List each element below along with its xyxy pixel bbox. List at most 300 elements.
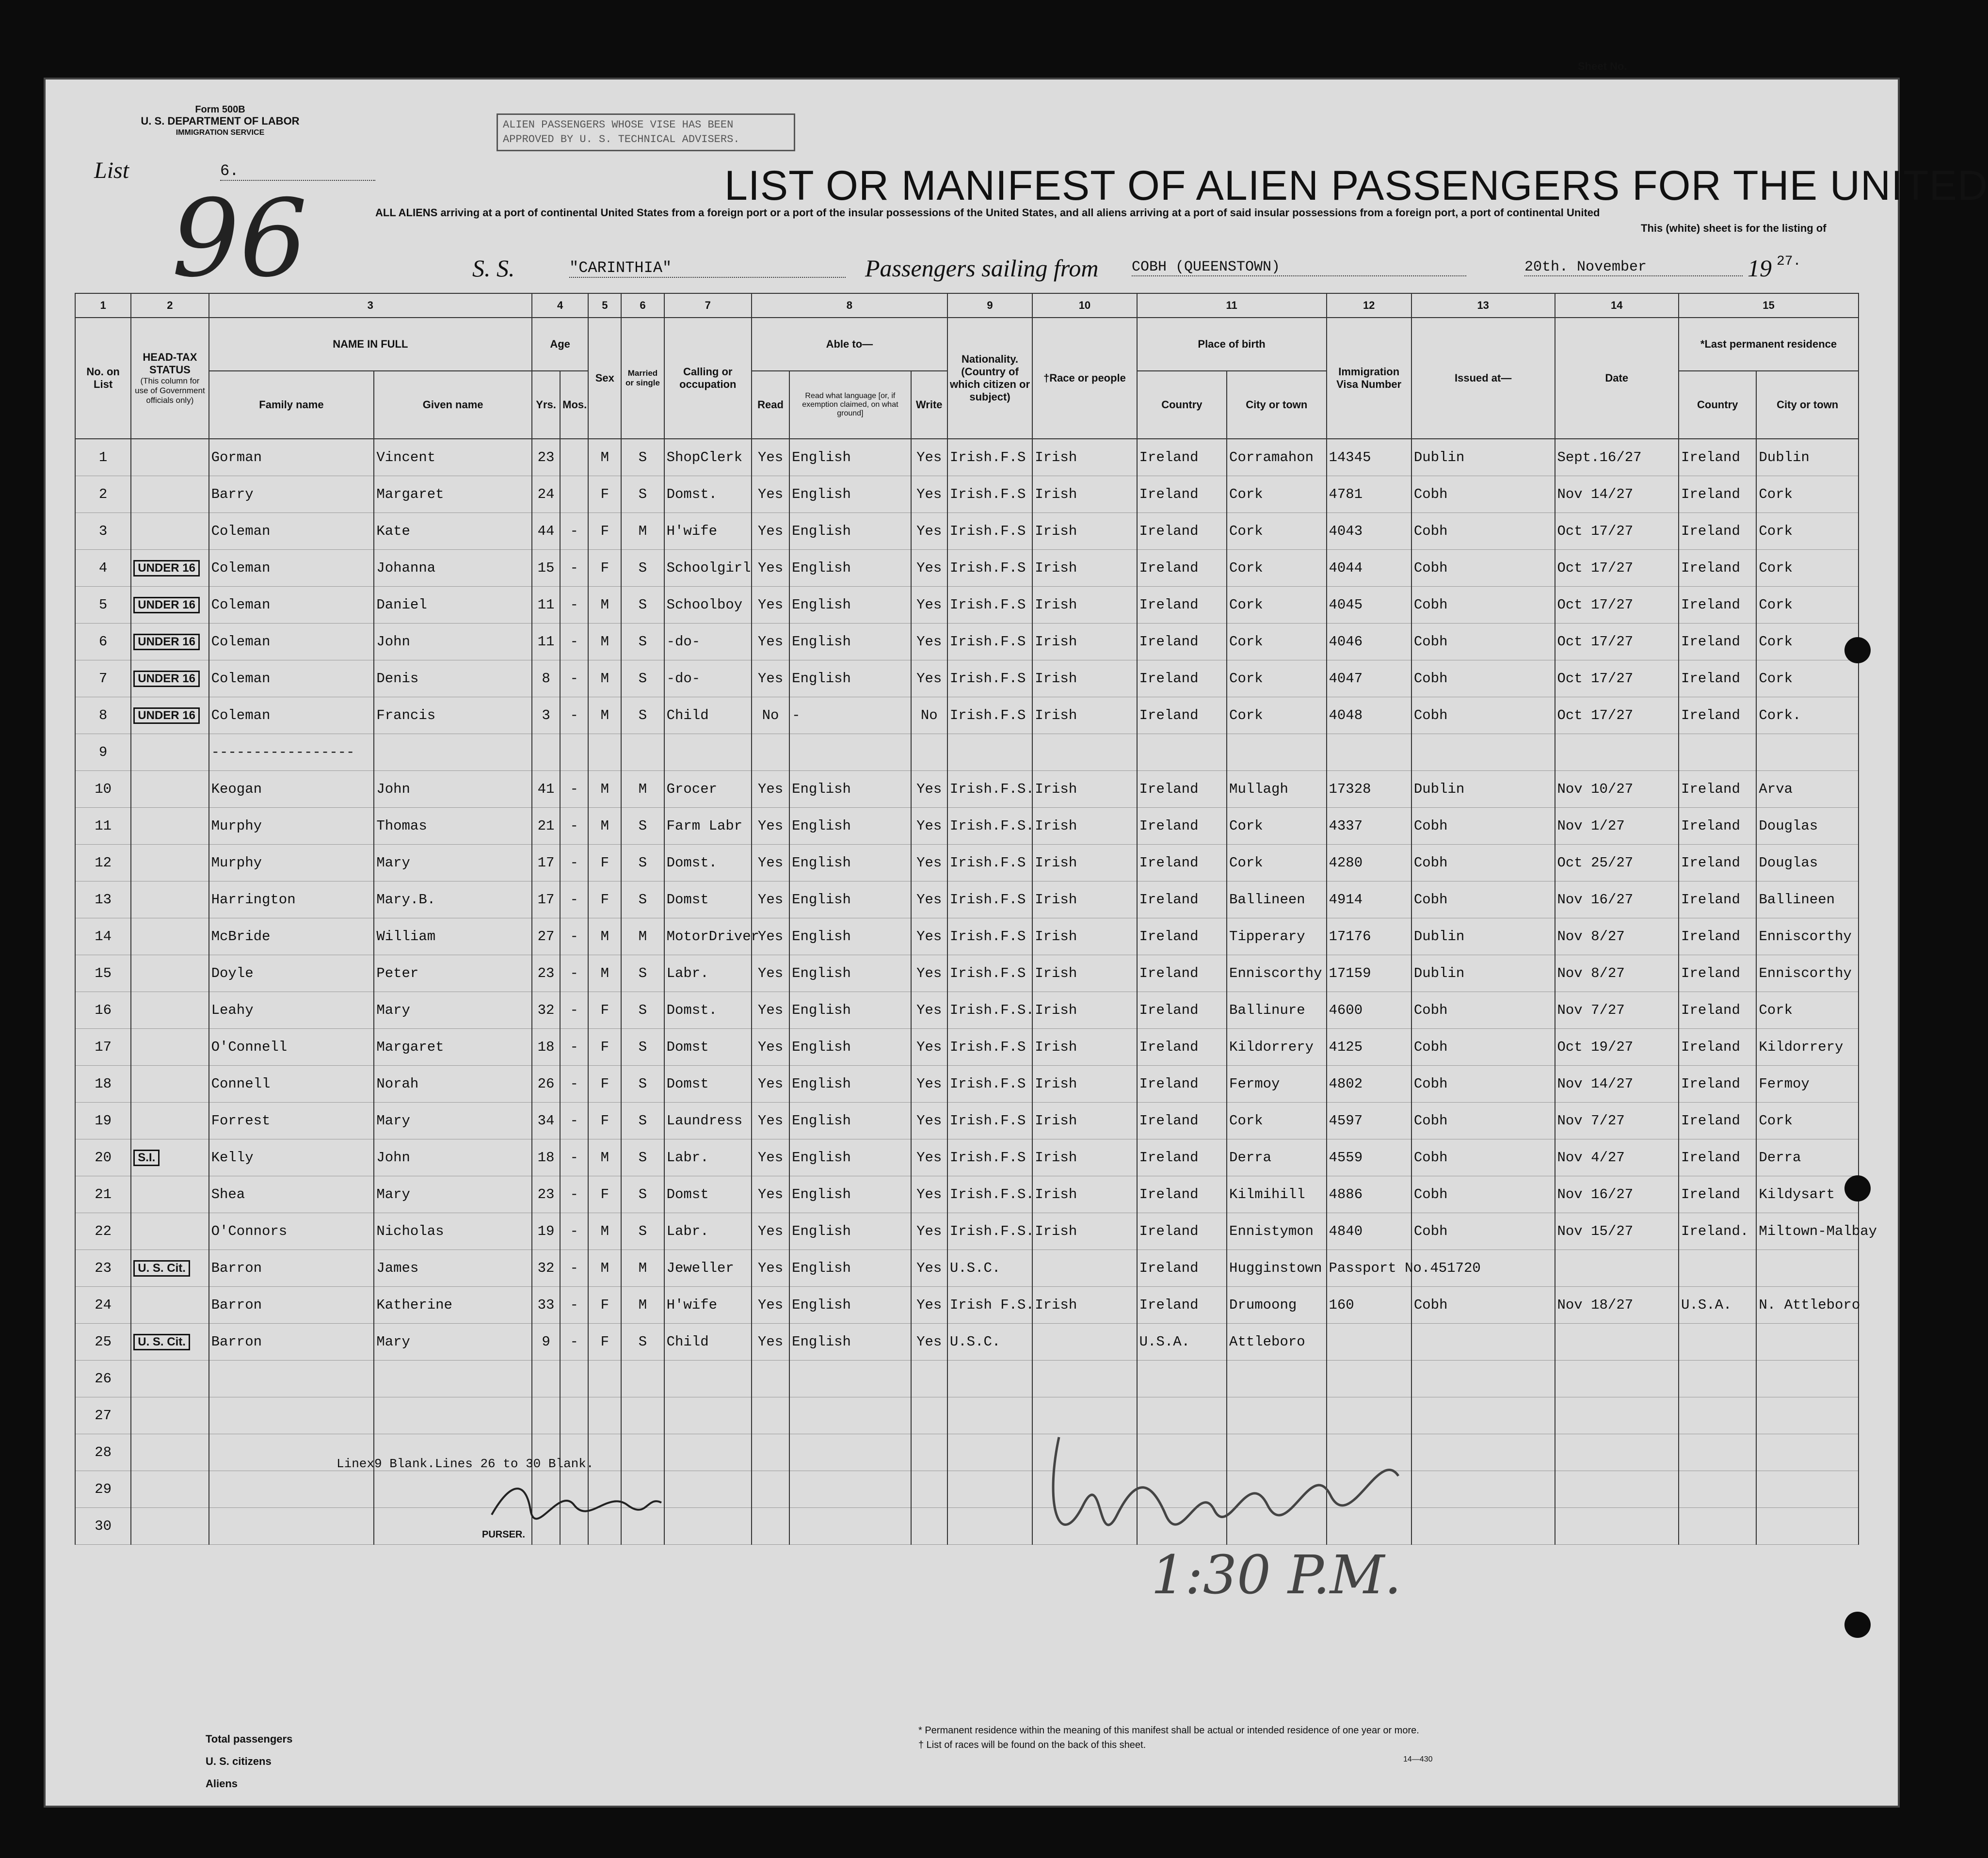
cell-lang: English	[789, 955, 911, 992]
status-stamp: UNDER 16	[133, 707, 200, 724]
cell-age	[532, 1397, 560, 1434]
cell-write: Yes	[911, 1139, 947, 1176]
cell-mos: -	[560, 881, 588, 918]
cell-mos: -	[560, 1250, 588, 1287]
cell-visa: 4047	[1327, 660, 1411, 697]
cell-mos: -	[560, 1029, 588, 1066]
cell-country: Ireland	[1137, 1250, 1227, 1287]
cell-nat	[947, 1397, 1032, 1434]
cell-race: Irish	[1032, 992, 1137, 1029]
cell-country: Ireland	[1137, 513, 1227, 550]
cell-country: Ireland	[1137, 587, 1227, 624]
cell-visa	[1327, 1324, 1411, 1361]
cell-country: Ireland	[1137, 1176, 1227, 1213]
cell-age: 18	[532, 1139, 560, 1176]
manifest-subtitle-2: This (white) sheet is for the listing of	[1641, 222, 1827, 234]
cell-no: 2	[75, 476, 131, 513]
cell-occ	[664, 1361, 752, 1397]
cell-no: 15	[75, 955, 131, 992]
cell-ms: M	[621, 771, 664, 808]
cell-issued: Cobh	[1411, 808, 1555, 845]
cell-rcountry: Ireland	[1679, 1176, 1756, 1213]
col-num-8: 8	[752, 293, 947, 318]
cell-nat: Irish.F.S.	[947, 1213, 1032, 1250]
table-row	[75, 1103, 1859, 1139]
cell-write: Yes	[911, 1066, 947, 1103]
cell-race	[1032, 1324, 1137, 1361]
cell-write: Yes	[911, 955, 947, 992]
cell-rcity: Dublin	[1756, 439, 1859, 476]
cell-lang: English	[789, 1287, 911, 1324]
list-value: 6.	[220, 162, 375, 181]
cell-rcity	[1756, 1250, 1859, 1287]
cell-nat: Irish.F.S	[947, 881, 1032, 918]
cell-rcity: Enniscorthy	[1756, 918, 1859, 955]
cell-city: Fermoy	[1227, 1066, 1326, 1103]
cell-lang: English	[789, 771, 911, 808]
cell-sex: F	[588, 1103, 621, 1139]
cell-rcity	[1756, 1361, 1859, 1397]
cell-rcountry	[1679, 1361, 1756, 1397]
cell-given: Denis	[374, 660, 532, 697]
cell-status	[131, 1103, 208, 1139]
table-row	[75, 992, 1859, 1029]
cell-no: 23	[75, 1250, 131, 1287]
cell-nat: Irish.F.S.	[947, 1176, 1032, 1213]
cell-ms: S	[621, 624, 664, 660]
table-row	[75, 1397, 1859, 1434]
cell-status	[131, 1397, 208, 1434]
cell-country	[1137, 1361, 1227, 1397]
cell-issued: Cobh	[1411, 624, 1555, 660]
status-stamp: UNDER 16	[133, 671, 200, 687]
cell-nat: Irish.F.S	[947, 955, 1032, 992]
cell-nat	[947, 1471, 1032, 1508]
cell-city: Cork	[1227, 845, 1326, 881]
cell-nat	[947, 734, 1032, 771]
cell-rcountry: Ireland	[1679, 1066, 1756, 1103]
cell-age: 44	[532, 513, 560, 550]
cell-mos: -	[560, 992, 588, 1029]
cell-family	[209, 1361, 374, 1397]
cell-occ: Labr.	[664, 1139, 752, 1176]
cell-issued: Cobh	[1411, 513, 1555, 550]
cell-occ: ShopClerk	[664, 439, 752, 476]
cell-ms	[621, 1361, 664, 1397]
cell-visa: 4600	[1327, 992, 1411, 1029]
cell-rcountry: Ireland	[1679, 624, 1756, 660]
cell-read: Yes	[752, 550, 789, 587]
cell-read	[752, 1471, 789, 1508]
cell-age: 24	[532, 476, 560, 513]
cell-sex: F	[588, 1287, 621, 1324]
cell-family: Shea	[209, 1176, 374, 1213]
cell-given: John	[374, 624, 532, 660]
header-calling: Calling or occupation	[664, 318, 752, 439]
cell-family: Coleman	[209, 660, 374, 697]
cell-given: Norah	[374, 1066, 532, 1103]
cell-family: McBride	[209, 918, 374, 955]
cell-ms: M	[621, 918, 664, 955]
cell-date: Nov 16/27	[1555, 881, 1679, 918]
cell-ms	[621, 1434, 664, 1471]
cell-age: 23	[532, 439, 560, 476]
cell-country: Ireland	[1137, 1213, 1227, 1250]
cell-nat: Irish.F.S	[947, 476, 1032, 513]
cell-nat: Irish.F.S	[947, 697, 1032, 734]
sheet-number-label: Sheet No.	[1578, 60, 1627, 72]
cell-ms: S	[621, 992, 664, 1029]
cell-given: James	[374, 1250, 532, 1287]
cell-city	[1227, 1361, 1326, 1397]
cell-nat: Irish.F.S	[947, 1029, 1032, 1066]
cell-visa: 4045	[1327, 587, 1411, 624]
cell-status	[131, 624, 208, 660]
cell-ms: S	[621, 955, 664, 992]
cell-given: Mary.B.	[374, 881, 532, 918]
cell-race: Irish	[1032, 845, 1137, 881]
cell-ms: S	[621, 1213, 664, 1250]
cell-rcity: Cork.	[1756, 697, 1859, 734]
cell-write: Yes	[911, 439, 947, 476]
cell-visa: 4044	[1327, 550, 1411, 587]
cell-city: Cork	[1227, 513, 1326, 550]
table-row	[75, 771, 1859, 808]
cell-rcity: Cork	[1756, 550, 1859, 587]
col-num-5: 5	[588, 293, 621, 318]
cell-sex: M	[588, 918, 621, 955]
col-num-10: 10	[1032, 293, 1137, 318]
service: IMMIGRATION SERVICE	[176, 128, 265, 137]
cell-country: Ireland	[1137, 660, 1227, 697]
cell-no: 1	[75, 439, 131, 476]
table-row	[75, 1471, 1859, 1508]
cell-mos: -	[560, 845, 588, 881]
cell-status	[131, 513, 208, 550]
cell-date: Oct 19/27	[1555, 1029, 1679, 1066]
cell-given: Mary	[374, 845, 532, 881]
header-read: Read	[752, 371, 789, 439]
cell-age: 32	[532, 1250, 560, 1287]
cell-lang: English	[789, 808, 911, 845]
cell-occ: Domst.	[664, 992, 752, 1029]
col-num-6: 6	[621, 293, 664, 318]
header-birth-city: City or town	[1227, 371, 1326, 439]
head-tax-note: (This column for use of Government officials only)	[135, 376, 205, 405]
cell-race	[1032, 1250, 1137, 1287]
cell-rcity: Cork	[1756, 476, 1859, 513]
cell-date: Oct 17/27	[1555, 587, 1679, 624]
form-header	[118, 104, 322, 139]
cell-lang: English	[789, 439, 911, 476]
cell-read: Yes	[752, 918, 789, 955]
ship-name: "CARINTHIA"	[569, 259, 846, 278]
cell-ms: S	[621, 881, 664, 918]
cell-issued: Cobh	[1411, 992, 1555, 1029]
cell-date	[1555, 1361, 1679, 1397]
cell-family: Coleman	[209, 624, 374, 660]
cell-given: Mary	[374, 1103, 532, 1139]
cell-read: Yes	[752, 1139, 789, 1176]
cell-city: Derra	[1227, 1139, 1326, 1176]
cell-lang: English	[789, 624, 911, 660]
cell-city: Cork	[1227, 1103, 1326, 1139]
cell-sex: F	[588, 881, 621, 918]
cell-mos: -	[560, 1066, 588, 1103]
header-mos: Mos.	[560, 371, 588, 439]
cell-read: No	[752, 697, 789, 734]
cell-occ: Laundress	[664, 1103, 752, 1139]
cell-age: 26	[532, 1066, 560, 1103]
cell-visa: 160	[1327, 1287, 1411, 1324]
cell-rcountry: Ireland	[1679, 918, 1756, 955]
table-row	[75, 734, 1859, 771]
cell-lang	[789, 1361, 911, 1397]
cell-race: Irish	[1032, 550, 1137, 587]
cell-age: 34	[532, 1103, 560, 1139]
table-row	[75, 1324, 1859, 1361]
cell-family	[209, 1508, 374, 1545]
cell-rcity: Enniscorthy	[1756, 955, 1859, 992]
cell-sex: F	[588, 1176, 621, 1213]
cell-date: Nov 8/27	[1555, 918, 1679, 955]
cell-country: Ireland	[1137, 624, 1227, 660]
header-yrs: Yrs.	[532, 371, 560, 439]
cell-write: No	[911, 697, 947, 734]
cell-rcountry: Ireland	[1679, 808, 1756, 845]
cell-sex	[588, 734, 621, 771]
status-stamp: S.I.	[133, 1150, 160, 1166]
cell-visa: 17159	[1327, 955, 1411, 992]
cell-family: Coleman	[209, 587, 374, 624]
cell-write: Yes	[911, 660, 947, 697]
cell-no: 14	[75, 918, 131, 955]
cell-family: Leahy	[209, 992, 374, 1029]
cell-race: Irish	[1032, 439, 1137, 476]
cell-date: Nov 18/27	[1555, 1287, 1679, 1324]
cell-given: Thomas	[374, 808, 532, 845]
cell-given: Mary	[374, 1176, 532, 1213]
cell-write	[911, 1471, 947, 1508]
manifest-table	[75, 293, 1877, 1545]
cell-ms: S	[621, 1029, 664, 1066]
cell-sex: M	[588, 697, 621, 734]
cell-age	[532, 734, 560, 771]
cell-lang	[789, 1508, 911, 1545]
manifest-rows	[75, 439, 1877, 1545]
cell-issued: Cobh	[1411, 587, 1555, 624]
cell-visa: 4914	[1327, 881, 1411, 918]
cell-occ: -do-	[664, 624, 752, 660]
table-row	[75, 1361, 1859, 1397]
list-label: List	[94, 158, 129, 183]
cell-visa: 17328	[1327, 771, 1411, 808]
cell-sex: F	[588, 476, 621, 513]
cell-status	[131, 1434, 208, 1471]
cell-ms: S	[621, 587, 664, 624]
cell-no: 29	[75, 1471, 131, 1508]
cell-write: Yes	[911, 1176, 947, 1213]
cell-rcountry	[1679, 1471, 1756, 1508]
cell-occ: Labr.	[664, 1213, 752, 1250]
cell-mos: -	[560, 771, 588, 808]
cell-mos: -	[560, 587, 588, 624]
cell-occ: Jeweller	[664, 1250, 752, 1287]
cell-visa: 17176	[1327, 918, 1411, 955]
ss-label: S. S.	[472, 255, 515, 282]
cell-nat	[947, 1434, 1032, 1471]
cell-rcity: Derra	[1756, 1139, 1859, 1176]
cell-no: 12	[75, 845, 131, 881]
cell-status	[131, 1213, 208, 1250]
binder-hole	[1844, 1175, 1871, 1201]
cell-lang: English	[789, 1250, 911, 1287]
cell-date	[1555, 734, 1679, 771]
cell-rcity: Cork	[1756, 660, 1859, 697]
table-row	[75, 881, 1859, 918]
header-nationality: Nationality. (Country of which citizen or subject)	[947, 318, 1032, 439]
cell-given: Francis	[374, 697, 532, 734]
cell-write: Yes	[911, 881, 947, 918]
cell-visa: 4048	[1327, 697, 1411, 734]
cell-race: Irish	[1032, 1176, 1137, 1213]
cell-rcity: Cork	[1756, 587, 1859, 624]
cell-no: 22	[75, 1213, 131, 1250]
cell-sex	[588, 1361, 621, 1397]
cell-no: 26	[75, 1361, 131, 1397]
header-birth-country: Country	[1137, 371, 1227, 439]
cell-issued: Cobh	[1411, 697, 1555, 734]
cell-rcity: Kildorrery	[1756, 1029, 1859, 1066]
list-handwritten: 96	[172, 176, 307, 301]
cell-rcountry: Ireland.	[1679, 1213, 1756, 1250]
cell-lang	[789, 1471, 911, 1508]
col-num-2: 2	[131, 293, 208, 318]
cell-visa: 4802	[1327, 1066, 1411, 1103]
cell-no: 13	[75, 881, 131, 918]
cell-ms: S	[621, 697, 664, 734]
cell-visa	[1327, 1361, 1411, 1397]
cell-ms: S	[621, 1176, 664, 1213]
cell-country: Ireland	[1137, 845, 1227, 881]
cell-rcountry: Ireland	[1679, 587, 1756, 624]
cell-age: 8	[532, 660, 560, 697]
cell-mos: -	[560, 1213, 588, 1250]
cell-read: Yes	[752, 1213, 789, 1250]
cell-rcountry: Ireland	[1679, 476, 1756, 513]
cell-rcountry: Ireland	[1679, 513, 1756, 550]
cell-rcity: Douglas	[1756, 808, 1859, 845]
cell-city: Ennistymon	[1227, 1213, 1326, 1250]
cell-read: Yes	[752, 513, 789, 550]
cell-rcountry: Ireland	[1679, 1029, 1756, 1066]
header-head-tax	[131, 318, 208, 439]
cell-rcity: Douglas	[1756, 845, 1859, 881]
col-num-3: 3	[209, 293, 532, 318]
cell-given: Katherine	[374, 1287, 532, 1324]
form-number: Form 500B	[195, 104, 245, 115]
cell-rcountry: Ireland	[1679, 881, 1756, 918]
cell-date	[1555, 1471, 1679, 1508]
cell-occ: MotorDriver	[664, 918, 752, 955]
cell-rcity	[1756, 1397, 1859, 1434]
cell-visa: 4280	[1327, 845, 1411, 881]
cell-write: Yes	[911, 513, 947, 550]
cell-mos: -	[560, 955, 588, 992]
cell-visa: 4597	[1327, 1103, 1411, 1139]
col-num-15: 15	[1679, 293, 1859, 318]
cell-nat: Irish.F.S	[947, 550, 1032, 587]
cell-city: Cork	[1227, 624, 1326, 660]
cell-given: Johanna	[374, 550, 532, 587]
header-res-country: Country	[1679, 371, 1756, 439]
cell-read: Yes	[752, 624, 789, 660]
cell-write: Yes	[911, 1324, 947, 1361]
cell-family: -----------------	[209, 734, 374, 771]
header-no-on-list: No. on List	[75, 318, 131, 439]
cell-date	[1555, 1250, 1679, 1287]
cell-issued	[1411, 1361, 1555, 1397]
table-row	[75, 624, 1859, 660]
cell-issued: Cobh	[1411, 1213, 1555, 1250]
cell-given: Mary	[374, 992, 532, 1029]
cell-race: Irish	[1032, 771, 1137, 808]
header-place-of-birth: Place of birth	[1137, 318, 1327, 371]
cell-no: 18	[75, 1066, 131, 1103]
cell-date: Nov 1/27	[1555, 808, 1679, 845]
cell-issued	[1411, 734, 1555, 771]
cell-lang: English	[789, 1066, 911, 1103]
cell-no: 19	[75, 1103, 131, 1139]
cell-status	[131, 1250, 208, 1287]
table-row	[75, 660, 1859, 697]
cell-write: Yes	[911, 992, 947, 1029]
totals-block	[206, 1728, 292, 1795]
cell-write: Yes	[911, 771, 947, 808]
cell-rcountry: Ireland	[1679, 660, 1756, 697]
cell-occ: H'wife	[664, 513, 752, 550]
cell-family: Keogan	[209, 771, 374, 808]
cell-given: Margaret	[374, 476, 532, 513]
cell-read: Yes	[752, 1287, 789, 1324]
cell-visa: 14345	[1327, 439, 1411, 476]
cell-ms	[621, 1397, 664, 1434]
table-row	[75, 476, 1859, 513]
cell-given	[374, 1361, 532, 1397]
cell-rcity: Ballineen	[1756, 881, 1859, 918]
cell-no: 8	[75, 697, 131, 734]
cell-family: Barry	[209, 476, 374, 513]
cell-country: Ireland	[1137, 697, 1227, 734]
status-stamp: UNDER 16	[133, 560, 200, 577]
cell-write: Yes	[911, 624, 947, 660]
cell-visa: 4046	[1327, 624, 1411, 660]
cell-ms	[621, 734, 664, 771]
cell-issued: Cobh	[1411, 1066, 1555, 1103]
col-num-4: 4	[532, 293, 588, 318]
cell-sex: F	[588, 550, 621, 587]
cell-rcity: Miltown-Malbay	[1756, 1213, 1859, 1250]
cell-family: Gorman	[209, 439, 374, 476]
departure-date: 20th. November	[1524, 259, 1743, 276]
cell-sex: F	[588, 992, 621, 1029]
total-passengers-label: Total passengers	[206, 1733, 293, 1745]
cell-city: Cork	[1227, 587, 1326, 624]
cell-mos: -	[560, 1176, 588, 1213]
cell-date: Oct 25/27	[1555, 845, 1679, 881]
cell-mos: -	[560, 808, 588, 845]
table-row	[75, 513, 1859, 550]
